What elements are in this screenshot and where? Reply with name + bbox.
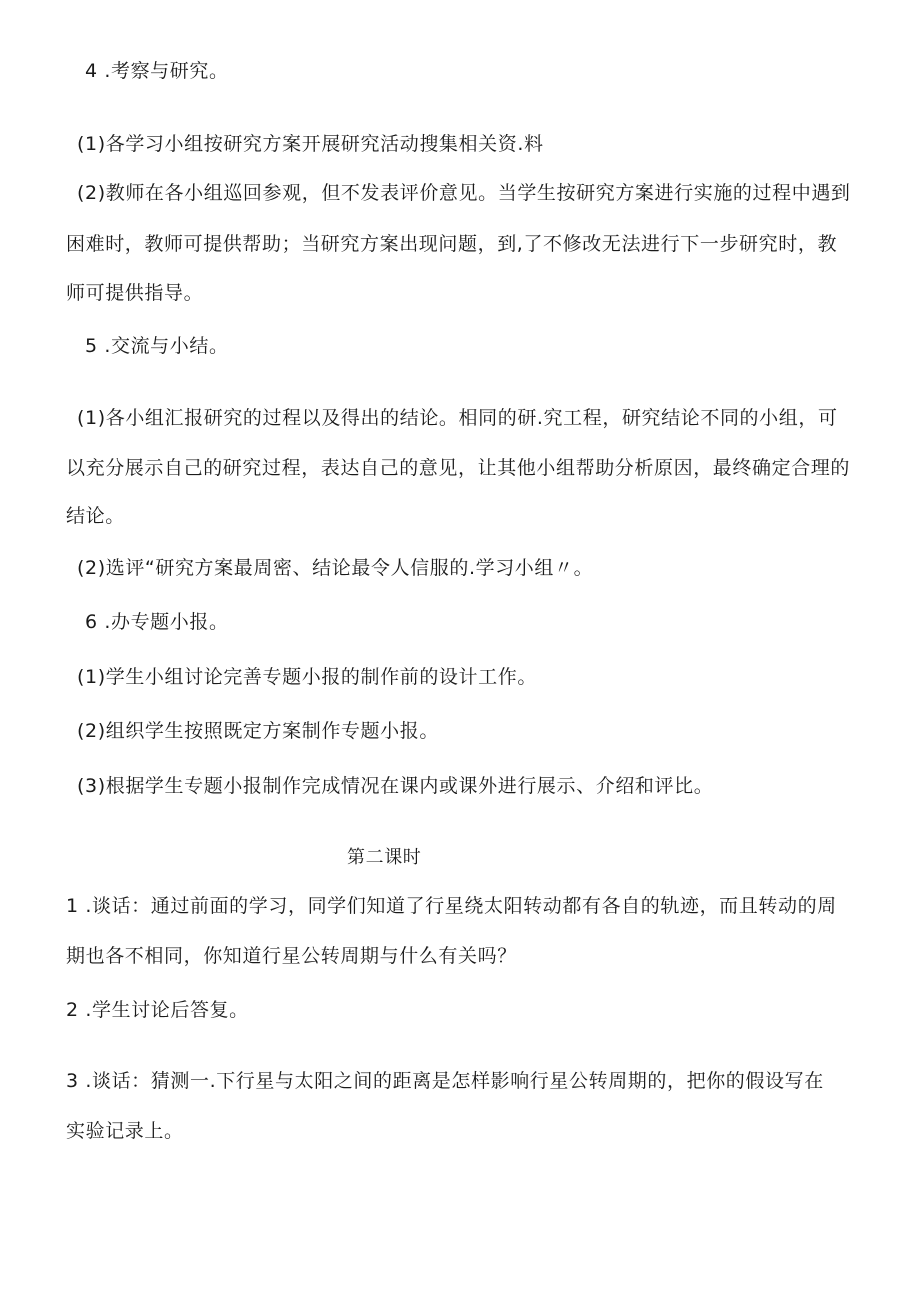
step-4-heading: 4 .考察与研究。 [85,60,229,82]
step-4-item-2-line-2: 困难时，教师可提供帮助；当研究方案出现问题，到,了不修改无法进行下一步研究时，教 [66,233,838,255]
step-6-item-1: (1)学生小组讨论完善专题小报的制作前的设计工作。 [77,666,537,688]
step-4-item-2-line-3: 师可提供指导。 [66,282,204,304]
step-4-item-1: (1)各学习小组按研究方案开展研究活动搜集相关资.料 [77,133,544,155]
lesson-2-point-1-line-2: 期也各不相同，你知道行星公转周期与什么有关吗？ [66,945,517,967]
step-5-item-1-line-1: (1)各小组汇报研究的过程以及得出的结论。相同的研.究工程，研究结论不同的小组，可 [77,407,838,429]
step-6-item-3: (3)根据学生专题小报制作完成情况在课内或课外进行展示、介绍和评比。 [77,775,714,797]
lesson-2-point-3-line-2: 实验记录上。 [66,1120,184,1142]
step-6-heading: 6 .办专题小报。 [85,611,229,633]
lesson-2-point-2: 2 .学生讨论后答复。 [66,999,249,1021]
step-5-item-1-line-3: 结论。 [66,505,125,527]
step-4-item-2-line-1: (2)教师在各小组巡回参观，但不发表评价意见。当学生按研究方案进行实施的过程中遇到 [77,182,851,204]
section-title-lesson-2: 第二课时 [347,847,422,868]
lesson-2-point-3-line-1: 3 .谈话：猜测一.下行星与太阳之间的距离是怎样影响行星公转周期的，把你的假设写在 [66,1070,824,1092]
step-5-item-1-line-2: 以充分展示自己的研究过程，表达自己的意见，让其他小组帮助分析原因，最终确定合理的 [66,457,851,479]
step-6-item-2: (2)组织学生按照既定方案制作专题小报。 [77,720,439,742]
lesson-2-point-1-line-1: 1 .谈话：通过前面的学习，同学们知道了行星绕太阳转动都有各自的轨迹，而且转动的周 [66,895,837,917]
step-5-item-2: (2)选评“研究方案最周密、结论最令人信服的.学习小组〃。 [77,557,594,579]
step-5-heading: 5 .交流与小结。 [85,335,229,357]
